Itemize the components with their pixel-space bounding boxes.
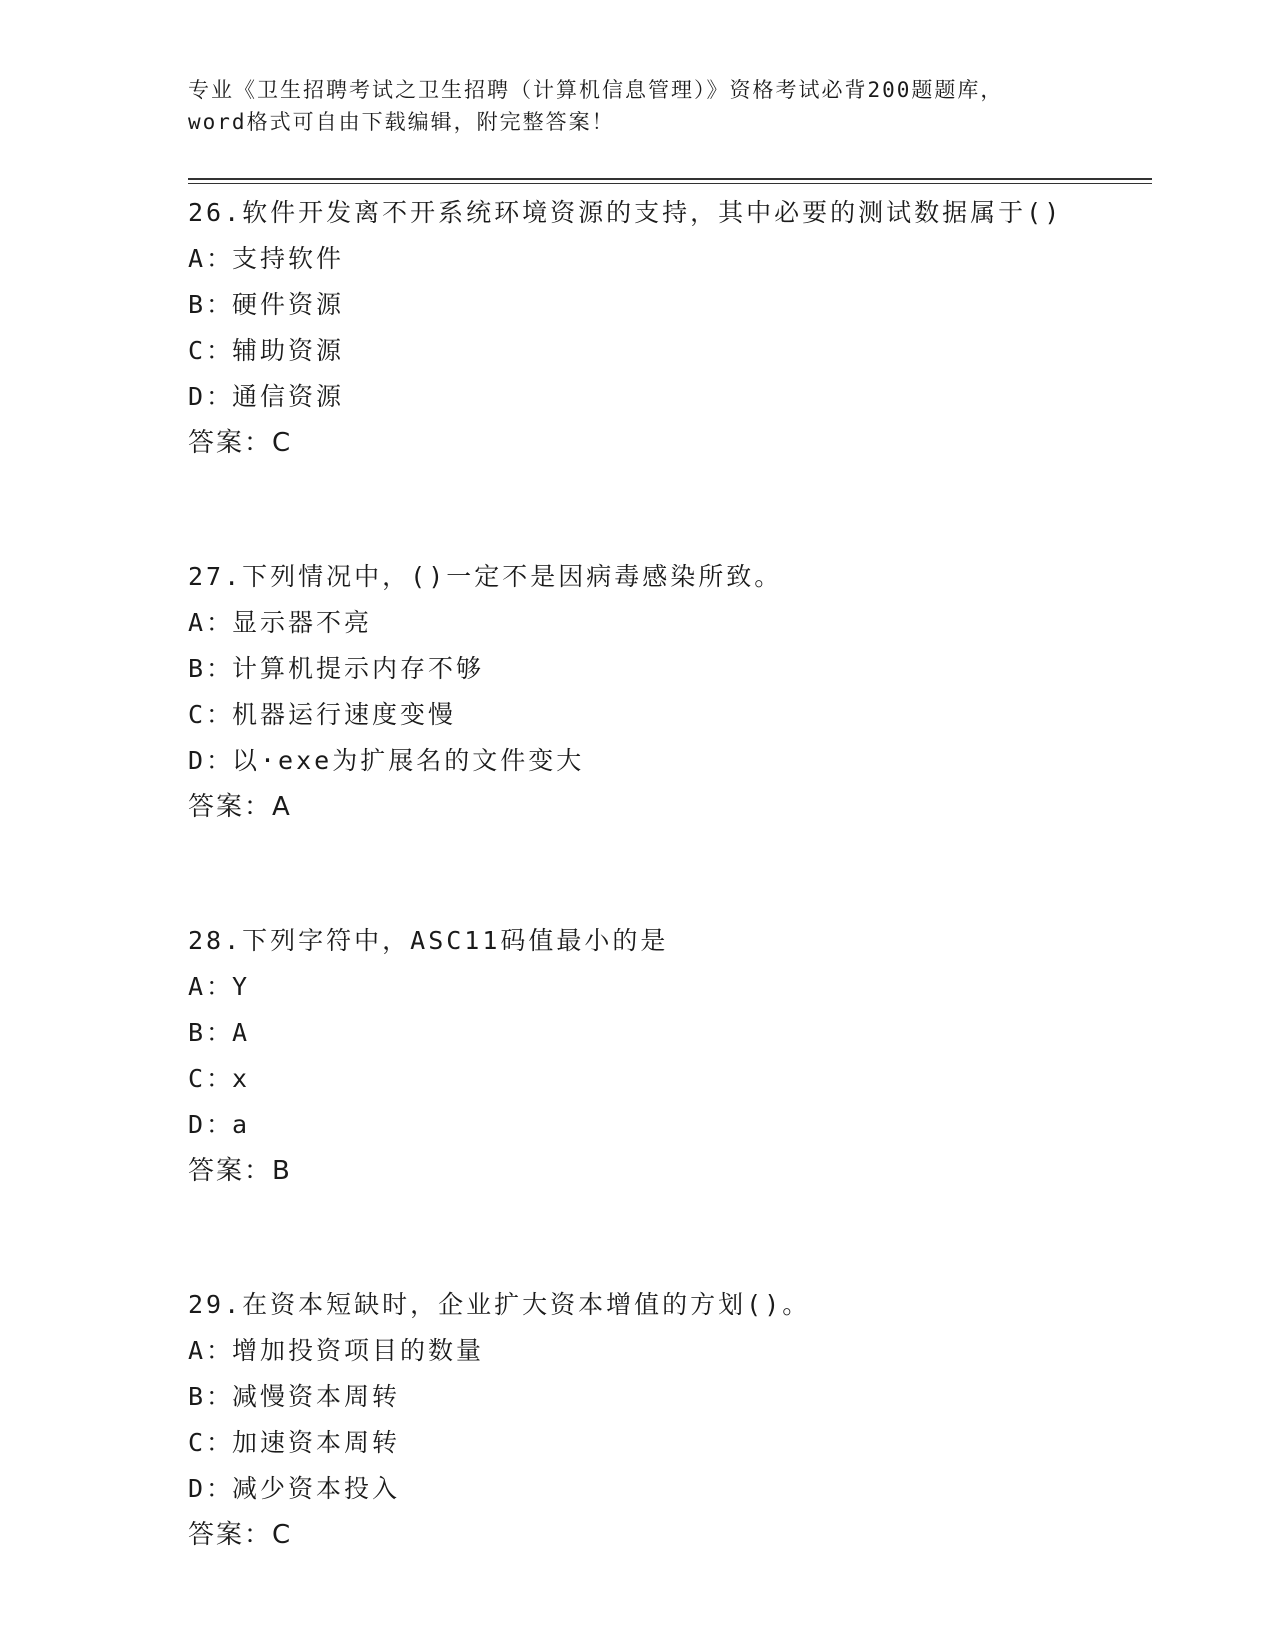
question-spacer: [188, 466, 1148, 554]
option-c: [188, 1420, 1148, 1466]
header-divider-thick: [188, 178, 1152, 180]
option-key: B：: [188, 290, 235, 319]
answer-line: 答案：B: [188, 1156, 292, 1186]
header-line-2: word格式可自由下载编辑，附完整答案！: [188, 110, 615, 134]
option-key: B：: [188, 1018, 235, 1047]
document-header: [188, 74, 1068, 138]
option-key: A：: [188, 244, 235, 273]
option-key: D：: [188, 382, 235, 411]
option-b: [188, 1374, 1148, 1420]
option-key: C：: [188, 1428, 235, 1457]
option-text: 通信资源: [232, 382, 345, 411]
question-29: [188, 1282, 1148, 1558]
option-b: [188, 646, 1148, 692]
answer-line: 答案：A: [188, 792, 292, 822]
option-text: 减少资本投入: [232, 1474, 401, 1503]
option-key: C：: [188, 336, 235, 365]
option-text: a: [232, 1110, 251, 1139]
option-key: D：: [188, 1474, 235, 1503]
option-text: 机器运行速度变慢: [232, 700, 457, 729]
option-text: 以·exe为扩展名的文件变大: [232, 746, 585, 775]
option-c: [188, 1056, 1148, 1102]
option-key: A：: [188, 972, 235, 1001]
option-text: 硬件资源: [232, 290, 345, 319]
option-d: [188, 738, 1148, 784]
option-b: [188, 282, 1148, 328]
option-d: [188, 374, 1148, 420]
question-27: [188, 554, 1148, 830]
option-a: [188, 236, 1148, 282]
option-a: [188, 964, 1148, 1010]
question-stem: 29.在资本短缺时，企业扩大资本增值的方划()。: [188, 1290, 811, 1319]
question-spacer: [188, 830, 1148, 918]
question-stem: 28.下列字符中，ASC11码值最小的是: [188, 926, 669, 955]
header-line-1: 专业《卫生招聘考试之卫生招聘（计算机信息管理）》资格考试必背200题题库，: [188, 78, 1004, 102]
option-key: A：: [188, 1336, 235, 1365]
option-key: A：: [188, 608, 235, 637]
option-key: B：: [188, 654, 235, 683]
question-stem: 27.下列情况中，()一定不是因病毒感染所致。: [188, 562, 783, 591]
option-key: D：: [188, 746, 235, 775]
question-list: [188, 190, 1148, 1558]
option-text: Y: [232, 972, 251, 1001]
option-d: [188, 1466, 1148, 1512]
question-28: [188, 918, 1148, 1194]
option-c: [188, 692, 1148, 738]
answer-line: 答案：C: [188, 428, 293, 458]
question-26: [188, 190, 1148, 466]
option-text: 辅助资源: [232, 336, 345, 365]
option-text: 计算机提示内存不够: [232, 654, 485, 683]
option-text: x: [232, 1064, 251, 1093]
option-key: B：: [188, 1382, 235, 1411]
option-a: [188, 1328, 1148, 1374]
question-spacer: [188, 1194, 1148, 1282]
option-key: D：: [188, 1110, 235, 1139]
option-key: C：: [188, 1064, 235, 1093]
option-text: 显示器不亮: [232, 608, 373, 637]
option-b: [188, 1010, 1148, 1056]
question-stem: 26.软件开发离不开系统环境资源的支持，其中必要的测试数据属于(): [188, 198, 1063, 227]
option-key: C：: [188, 700, 235, 729]
option-text: 增加投资项目的数量: [232, 1336, 485, 1365]
option-d: [188, 1102, 1148, 1148]
option-text: 加速资本周转: [232, 1428, 401, 1457]
option-text: 减慢资本周转: [232, 1382, 401, 1411]
answer-line: 答案：C: [188, 1520, 293, 1550]
option-a: [188, 600, 1148, 646]
option-c: [188, 328, 1148, 374]
option-text: A: [232, 1018, 251, 1047]
header-divider-thin: [188, 183, 1152, 184]
option-text: 支持软件: [232, 244, 345, 273]
